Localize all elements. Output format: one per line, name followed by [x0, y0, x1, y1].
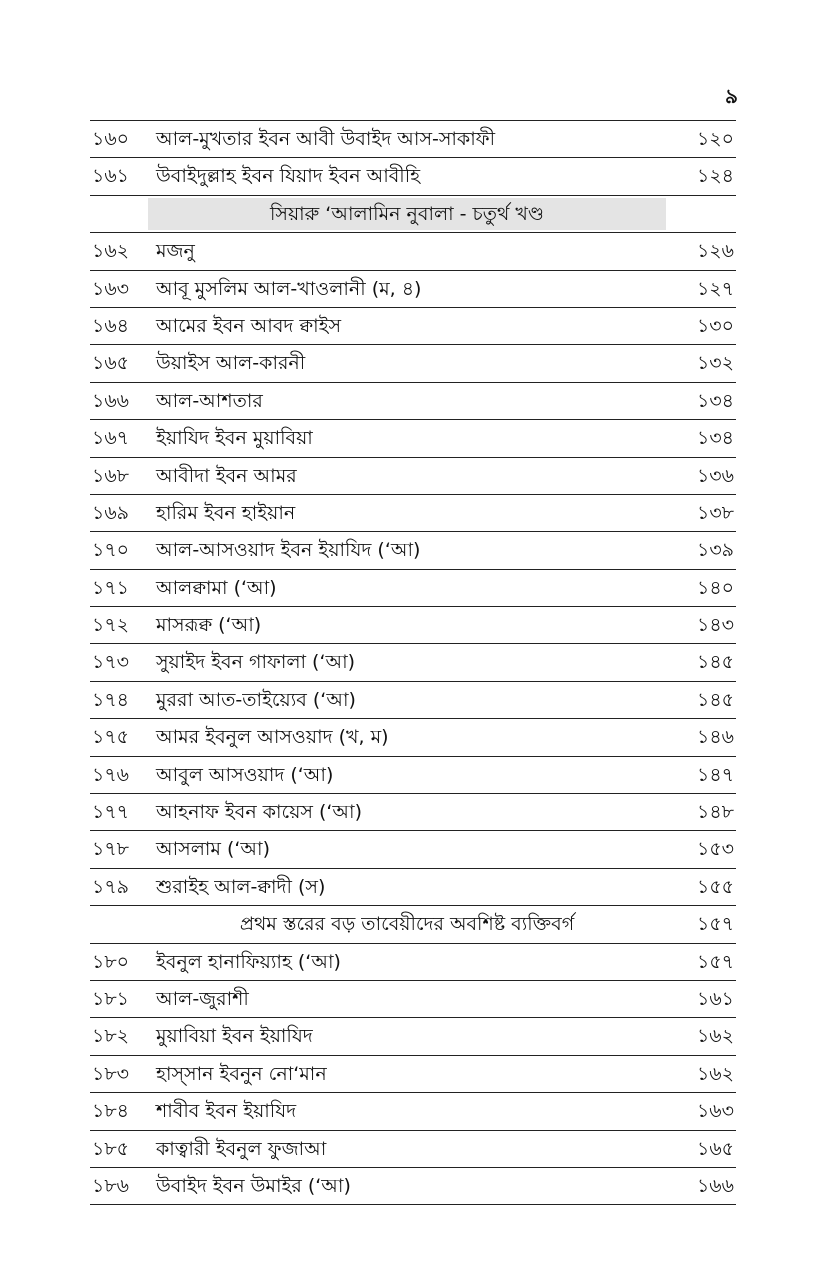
toc-row	[90, 981, 736, 1018]
toc-row	[90, 158, 736, 195]
toc-row	[90, 532, 736, 569]
toc-row	[90, 1056, 736, 1093]
entry-title: আল-মুখতার ইবন আবী উবাইদ আস-সাকাফী	[156, 128, 496, 150]
entry-number: ১৮৩	[92, 1062, 130, 1085]
subsection-heading-row	[90, 906, 736, 943]
entry-title: শাবীব ইবন ইয়াযিদ	[156, 1100, 297, 1123]
entry-number: ১৭৯	[92, 875, 130, 898]
toc-row	[90, 1093, 736, 1130]
toc-row	[90, 794, 736, 831]
subsection-heading: প্রথম স্তরের বড় তাবেয়ীদের অবশিষ্ট ব্যক্তিবর্গ	[239, 913, 575, 936]
toc-row	[90, 869, 736, 906]
entry-page: ১৫৩	[696, 838, 734, 861]
entry-number: ১৬৮	[92, 464, 130, 487]
section-heading-row	[90, 196, 736, 233]
entry-title: আল-আশতার	[156, 389, 263, 412]
entry-number: ১৮১	[92, 987, 129, 1010]
toc-row	[90, 644, 736, 681]
entry-page: ১৬১	[696, 987, 734, 1010]
entry-title: উয়াইস আল-কারনী	[156, 352, 306, 375]
entry-title: হাস্‌সান ইবনুন নো‘মান	[156, 1062, 327, 1085]
entry-page: ১৩৪	[696, 427, 734, 450]
entry-title: উবাইদ ইবন উমাইর (‘আ)	[156, 1174, 351, 1197]
toc-row	[90, 1168, 736, 1205]
toc-row	[90, 458, 736, 495]
entry-title: শুরাইহ আল-ক্বাদী (স)	[156, 875, 326, 898]
toc-row	[90, 308, 736, 345]
entry-page: ১৩৮	[696, 501, 734, 524]
entry-page: ১৫৭	[696, 950, 734, 973]
entry-number: ১৮৬	[92, 1174, 130, 1197]
entry-number: ১৭৮	[92, 838, 130, 861]
entry-number: ১৭১	[92, 576, 130, 599]
entry-page: ১২০	[696, 128, 734, 150]
entry-number: ১৬৩	[92, 277, 130, 300]
entry-title: আহনাফ ইবন কায়েস (‘আ)	[156, 801, 363, 824]
entry-title: মুররা আত-তাইয়্যেব (‘আ)	[156, 688, 356, 711]
section-heading: সিয়ারু ‘আলামিন নুবালা - চতুর্থ খণ্ড	[148, 198, 666, 230]
toc-row	[90, 757, 736, 794]
entry-number: ১৭৭	[92, 801, 130, 824]
entry-page: ১৪৫	[697, 651, 734, 674]
entry-title: মুয়াবিয়া ইবন ইয়াযিদ	[156, 1025, 313, 1048]
toc-row	[90, 944, 736, 981]
entry-title: আবূ মুসলিম আল-খাওলানী (ম, ৪)	[156, 277, 422, 300]
entry-page: ১৫৫	[697, 875, 734, 898]
entry-title: মাসরূক্ব (‘আ)	[156, 614, 262, 637]
page-number: ৯	[725, 84, 738, 108]
entry-number: ১৭০	[92, 539, 130, 562]
entry-title: আবীদা ইবন আমর	[156, 464, 297, 487]
entry-number: ১৮০	[92, 950, 130, 973]
entry-number: ১৬১	[92, 165, 130, 188]
entry-title: ইবনুল হানাফিয়্যাহ (‘আ)	[156, 950, 341, 973]
entry-title: আলক্বামা (‘আ)	[156, 576, 277, 599]
entry-page: ১৫৭	[696, 913, 734, 936]
entry-number: ১৮২	[92, 1025, 130, 1048]
entry-page: ১৬২	[696, 1025, 734, 1048]
entry-page: ১৪৮	[697, 801, 734, 824]
entry-page: ১৪৭	[696, 763, 734, 786]
toc-row	[90, 383, 736, 420]
entry-page: ১৪৩	[696, 614, 734, 637]
entry-page: ১৬৫	[696, 1137, 734, 1160]
entry-title: উবাইদুল্লাহ ইবন যিয়াদ ইবন আবীহি	[156, 165, 421, 188]
entry-page: ১৩৯	[696, 539, 734, 562]
toc-row	[90, 345, 736, 382]
entry-page: ১৩০	[696, 314, 734, 337]
toc-row	[90, 607, 736, 644]
entry-title: ইয়াযিদ ইবন মুয়াবিয়া	[156, 427, 313, 450]
entry-number: ১৬৪	[92, 314, 130, 337]
entry-title: আল-আসওয়াদ ইবন ইয়াযিদ (‘আ)	[156, 539, 421, 562]
entry-page: ১২৪	[696, 165, 734, 188]
toc-row	[90, 831, 736, 868]
entry-page: ১৩৪	[696, 389, 734, 412]
entry-title: আল-জুরাশী	[156, 987, 249, 1010]
toc-row	[90, 570, 736, 607]
entry-page: ১৩৬	[696, 464, 734, 487]
toc-row	[90, 495, 736, 532]
entry-page: ১৬৬	[696, 1174, 734, 1197]
toc-row	[90, 121, 736, 158]
entry-title: আবুল আসওয়াদ (‘আ)	[156, 763, 334, 786]
entry-page: ১২৭	[696, 277, 734, 300]
entry-title: হারিম ইবন হাইয়ান	[156, 501, 296, 524]
entry-page: ১৬৩	[696, 1100, 734, 1123]
toc-row	[90, 1018, 736, 1055]
toc-row	[90, 719, 736, 756]
entry-title: মজনু	[156, 240, 195, 263]
entry-page: ১৪০	[696, 576, 734, 599]
entry-number: ১৬০	[92, 128, 130, 150]
entry-page: ১৬২	[696, 1062, 734, 1085]
entry-title: কাত্বারী ইবনুল ফুজাআ	[156, 1137, 327, 1160]
toc-row	[90, 682, 736, 719]
entry-number: ১৭৪	[92, 688, 130, 711]
entry-page: ১৪৬	[696, 726, 734, 749]
entry-number: ১৬৬	[92, 389, 130, 412]
table-of-contents	[90, 120, 736, 1205]
entry-page: ১৩২	[696, 352, 734, 375]
entry-title: আমর ইবনুল আসওয়াদ (খ, ম)	[156, 726, 389, 749]
entry-number: ১৭২	[92, 614, 130, 637]
entry-number: ১৭৬	[92, 763, 130, 786]
entry-title: আসলাম (‘আ)	[156, 838, 270, 861]
entry-number: ১৬২	[92, 240, 130, 263]
entry-number: ১৬৯	[92, 501, 130, 524]
entry-number: ১৮৫	[92, 1137, 129, 1160]
entry-number: ১৭৫	[92, 726, 130, 749]
toc-row	[90, 1131, 736, 1168]
entry-page: ১২৬	[696, 240, 734, 263]
entry-number: ১৬৭	[92, 427, 130, 450]
entry-title: সুয়াইদ ইবন গাফালা (‘আ)	[156, 651, 356, 674]
toc-row	[90, 420, 736, 457]
entry-title: আমের ইবন আবদ ক্বাইস	[156, 314, 342, 337]
entry-page: ১৪৫	[697, 688, 734, 711]
entry-number: ১৭৩	[92, 651, 130, 674]
toc-row	[90, 271, 736, 308]
entry-number: ১৮৪	[92, 1100, 129, 1123]
entry-number: ১৬৫	[92, 352, 130, 375]
toc-row	[90, 233, 736, 270]
